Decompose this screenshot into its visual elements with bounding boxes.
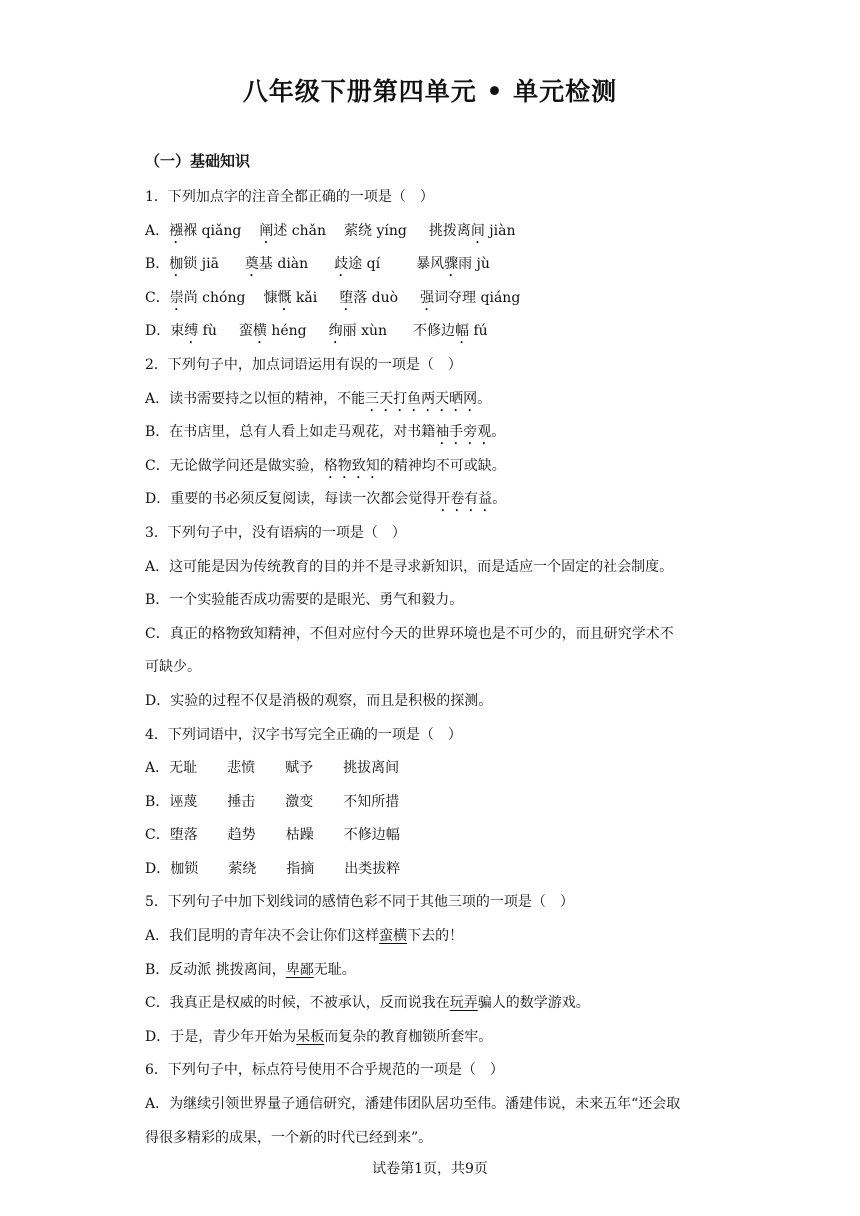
q5-option-d: D．于是，青少年开始为呆板而复杂的教育枷锁所套牢。 [145, 1028, 493, 1045]
q5-option-c: C．我真正是权威的时候，不被承认，反而说我在玩弄骗人的数学游戏。 [145, 995, 590, 1012]
q6-option-a-line2: 得很多精彩的成果，一个新的时代已经到来”。 [145, 1129, 433, 1146]
q6-stem: 6．下列句子中，标点符号使用不合乎规范的一项是（ ） [145, 1062, 504, 1079]
q1-option-a: A．襁褓 qiǎng 阐述 chǎn 萦绕 yíng 挑拨离间 jiàn [145, 222, 516, 239]
q5-stem: 5．下列句子中加下划线词的感情色彩不同于其他三项的一项是（ ） [145, 894, 574, 911]
q2-option-c: C．无论做学问还是做实验，格物致知的精神均不可或缺。 [145, 457, 506, 474]
q4-option-c: C．堕落 趋势 枯躁 不修边幅 [145, 827, 400, 844]
q5-option-a: A．我们昆明的青年决不会让你们这样蛮横下去的！ [145, 928, 464, 945]
q2-option-b: B．在书店里，总有人看上如走马观花，对书籍袖手旁观。 [145, 424, 506, 441]
q4-option-b: B．诬蔑 捶击 激变 不知所措 [145, 793, 400, 810]
q3-stem: 3．下列句子中，没有语病的一项是（ ） [145, 524, 406, 541]
q3-option-b: B．一个实验能否成功需要的是眼光、勇气和毅力。 [145, 592, 464, 609]
q3-option-c-line2: 可缺少。 [145, 659, 201, 676]
q3-option-c-line1: C．真正的格物致知精神，不但对应付今天的世界环境也是不可少的，而且研究学术不 [145, 625, 674, 642]
q1-option-b: B．枷锁 jiā 奠基 diàn 歧途 qí 暴风骤雨 jù [145, 256, 490, 273]
q4-option-a: A．无耻 悲愤 赋予 挑拔离间 [145, 760, 400, 777]
q1-option-d: D．束缚 fù 蛮横 héng 绚丽 xùn 不修边幅 fú [145, 323, 488, 340]
q3-option-a: A．这可能是因为传统教育的目的并不是寻求新知识，而是适应一个固定的社会制度。 [145, 558, 674, 575]
q1-stem: 1．下列加点字的注音全都正确的一项是（ ） [145, 189, 434, 205]
q1-option-c: C．崇尚 chóng 慷慨 kǎi 堕落 duò 强词夺理 qiáng [145, 289, 521, 306]
q4-option-d: D．枷锁 萦绕 指摘 出类拔粹 [145, 860, 401, 877]
section-heading: （一）基础知识 [145, 152, 251, 170]
q5-option-b: B．反动派 挑拨离间，卑鄙无耻。 [145, 961, 356, 978]
page-title: 八年级下册第四单元 • 单元检测 [242, 77, 618, 106]
q4-stem: 4．下列词语中，汉字书写完全正确的一项是（ ） [145, 726, 462, 743]
q6-option-a-line1: A．为继续引领世界量子通信研究，潘建伟团队居功至伟。潘建伟说，未来五年“还会取 [145, 1096, 681, 1113]
q2-option-d: D．重要的书必须反复阅读，每读一次都会觉得开卷有益。 [145, 491, 507, 508]
q2-option-a: A．读书需要持之以恒的精神，不能三天打鱼两天晒网。 [145, 390, 492, 407]
page-footer: 试卷第1页，共9页 [372, 1161, 488, 1177]
q3-option-d: D．实验的过程不仅是消极的观察，而且是积极的探测。 [145, 692, 493, 709]
question-content [145, 148, 725, 1155]
q2-stem: 2．下列句子中，加点词语运用有误的一项是（ ） [145, 356, 462, 373]
